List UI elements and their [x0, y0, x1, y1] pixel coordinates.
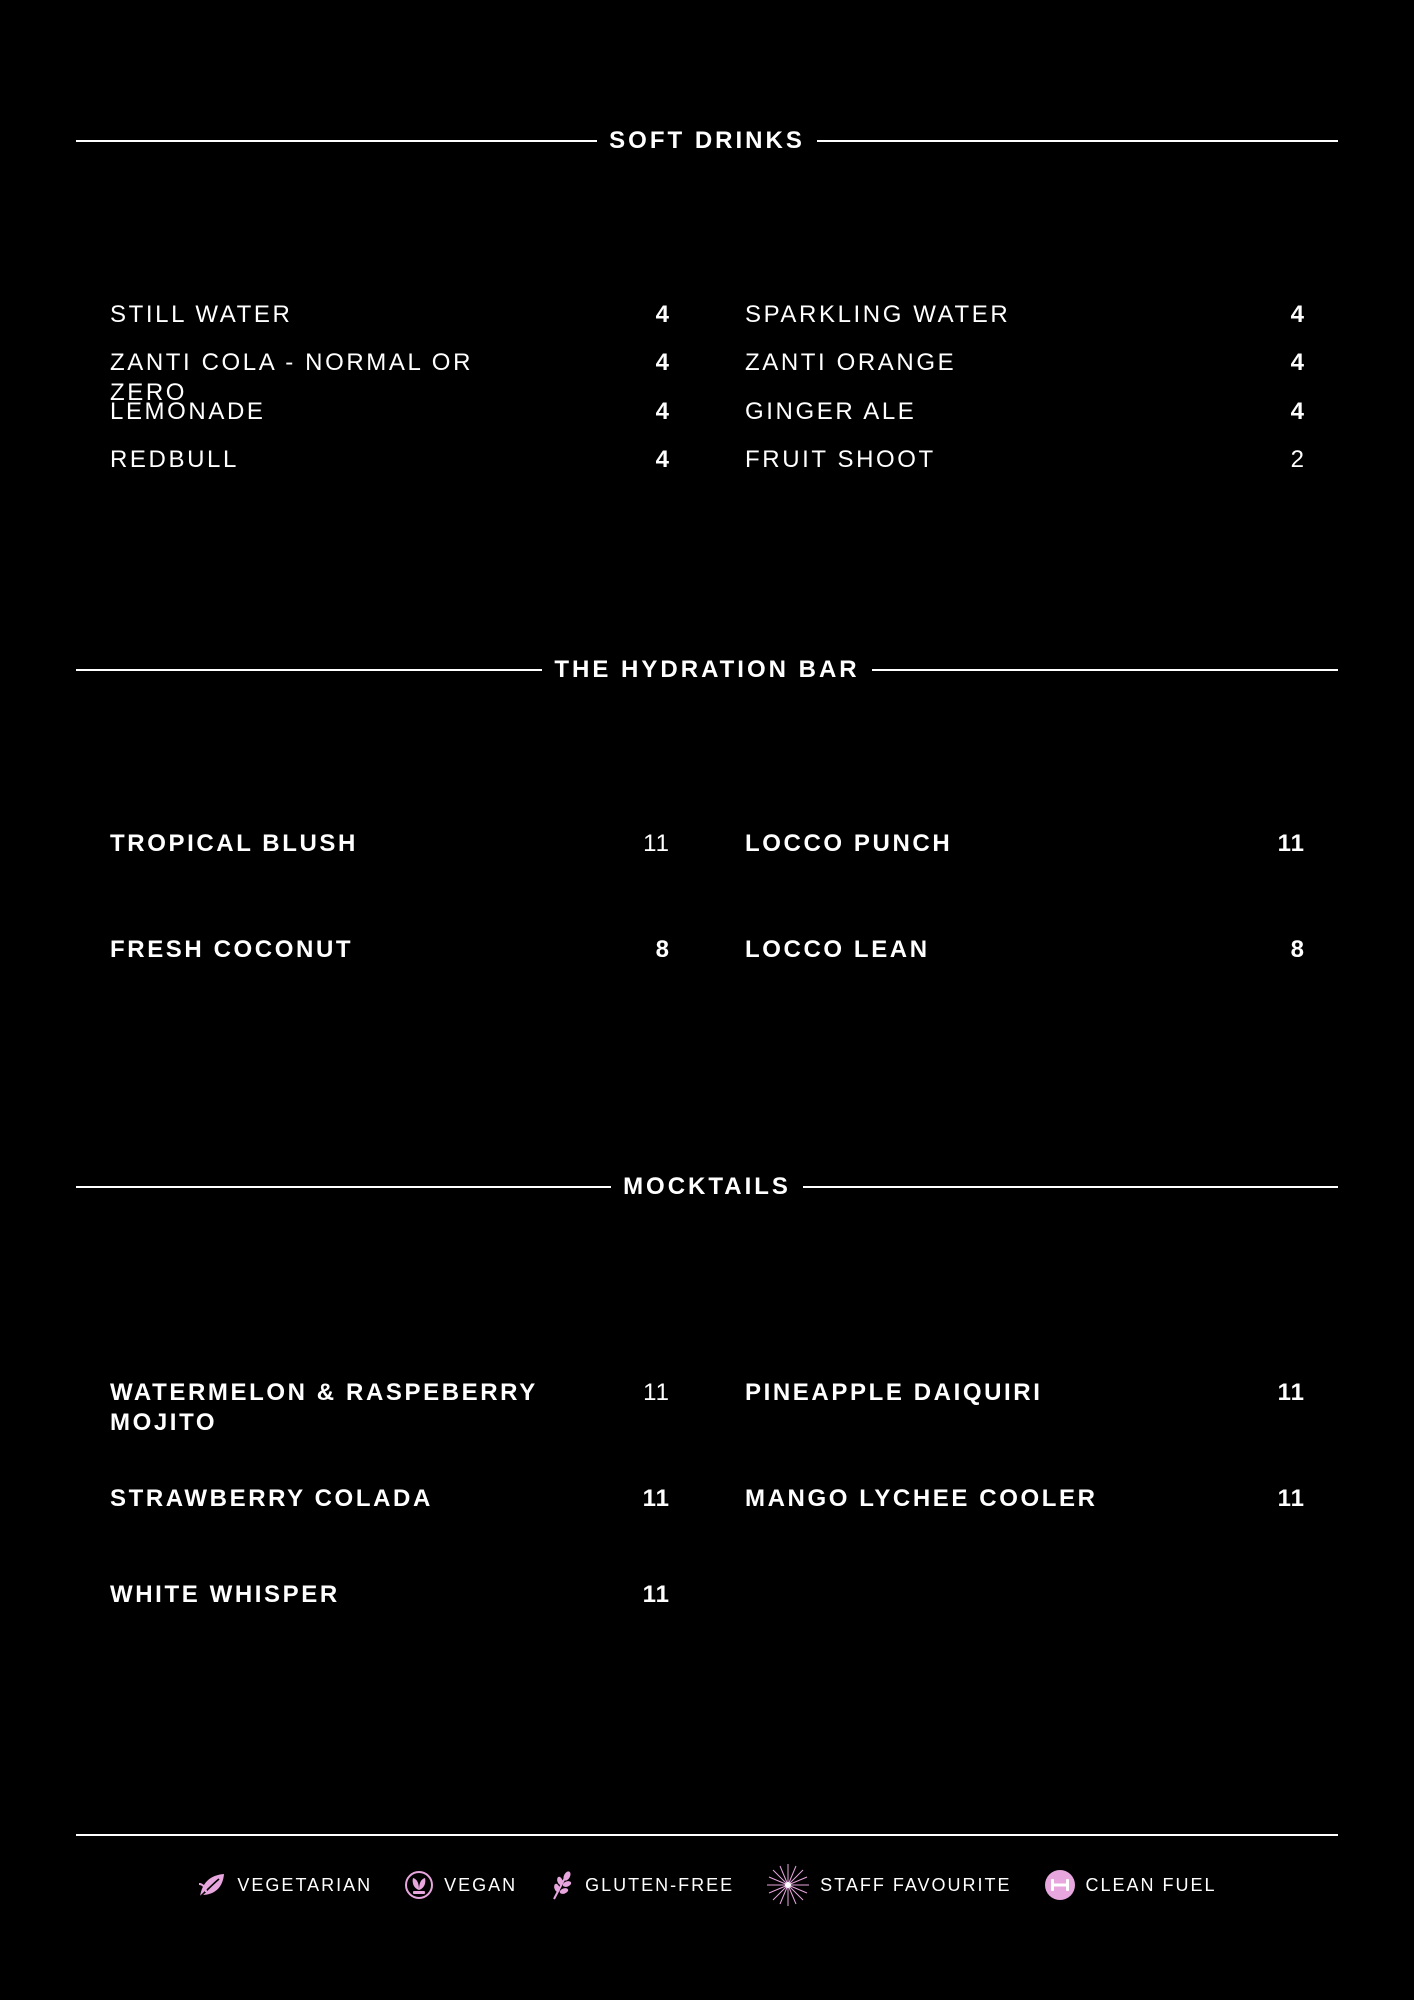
legend-label: CLEAN FUEL: [1085, 1874, 1217, 1895]
item-name: TROPICAL BLUSH: [110, 830, 358, 857]
dietary-legend: [0, 1863, 1414, 1907]
vegan-badge-icon: [404, 1870, 434, 1900]
menu-item: [745, 1378, 1305, 1408]
item-price: 11: [1277, 1485, 1305, 1512]
footer-divider: [76, 1834, 1338, 1836]
menu-item: [110, 1378, 670, 1438]
menu-item: [745, 348, 1305, 378]
item-price: 11: [1277, 830, 1305, 857]
item-price: 11: [643, 1379, 670, 1406]
item-name: FRUIT SHOOT: [745, 446, 936, 473]
menu-item: [110, 1580, 670, 1610]
divider: [76, 669, 542, 671]
item-name: PINEAPPLE DAIQUIRI: [745, 1379, 1043, 1406]
menu-item: [110, 1484, 670, 1514]
section-title: MOCKTAILS: [623, 1173, 791, 1200]
menu-item: [110, 397, 670, 427]
menu-item: [745, 829, 1305, 859]
item-name: SPARKLING WATER: [745, 301, 1011, 328]
menu-item: [745, 1484, 1305, 1514]
item-name: REDBULL: [110, 446, 239, 473]
item-price: 11: [643, 830, 670, 857]
item-name: ZANTI ORANGE: [745, 349, 957, 376]
leaf-icon: [197, 1870, 227, 1900]
item-price: 4: [1290, 301, 1305, 328]
item-price: 11: [1277, 1379, 1305, 1406]
item-price: 8: [655, 936, 670, 963]
section-header-hydration-bar: [76, 655, 1338, 685]
legend-item-staff-favourite: [766, 1863, 1011, 1907]
menu-item: [745, 397, 1305, 427]
item-price: 4: [655, 398, 670, 425]
item-price: 11: [642, 1485, 670, 1512]
menu-item: [745, 935, 1305, 965]
menu-item: [110, 445, 670, 475]
legend-item-vegan: [404, 1870, 517, 1900]
legend-label: VEGAN: [444, 1874, 518, 1895]
item-name: WATERMELON & RASPEBERRY MOJITO: [110, 1379, 538, 1436]
menu-item: [745, 300, 1305, 330]
item-price: 8: [1290, 936, 1305, 963]
legend-label: GLUTEN-FREE: [585, 1874, 735, 1895]
sparkle-icon: [766, 1863, 810, 1907]
menu-item: [110, 300, 670, 330]
item-name: STRAWBERRY COLADA: [110, 1485, 433, 1512]
menu-item: [745, 445, 1305, 475]
section-header-mocktails: [76, 1172, 1338, 1202]
divider: [76, 140, 597, 142]
item-name: GINGER ALE: [745, 398, 917, 425]
legend-item-clean-fuel: [1044, 1869, 1217, 1901]
item-price: 2: [1290, 446, 1305, 473]
item-price: 11: [642, 1581, 670, 1608]
item-name: LOCCO PUNCH: [745, 830, 953, 857]
item-name: WHITE WHISPER: [110, 1581, 340, 1608]
divider: [872, 669, 1338, 671]
item-name: STILL WATER: [110, 301, 293, 328]
item-price: 4: [655, 349, 670, 376]
item-name: FRESH COCONUT: [110, 936, 354, 963]
item-price: 4: [1290, 398, 1305, 425]
section-header-soft-drinks: [76, 126, 1338, 156]
legend-item-vegetarian: [197, 1870, 372, 1900]
item-price: 4: [1290, 349, 1305, 376]
item-name: ZANTI COLA - NORMAL OR ZERO: [110, 349, 474, 406]
section-title: THE HYDRATION BAR: [554, 656, 860, 683]
menu-item: [110, 829, 670, 859]
item-price: 4: [655, 446, 670, 473]
divider: [76, 1186, 611, 1188]
dumbbell-icon: [1044, 1869, 1076, 1901]
item-name: LEMONADE: [110, 398, 266, 425]
menu-item: [110, 935, 670, 965]
divider: [803, 1186, 1338, 1188]
item-name: MANGO LYCHEE COOLER: [745, 1485, 1098, 1512]
item-name: LOCCO LEAN: [745, 936, 930, 963]
legend-item-gluten-free: [549, 1870, 734, 1900]
wheat-icon: [549, 1870, 575, 1900]
divider: [817, 140, 1338, 142]
legend-label: VEGETARIAN: [237, 1874, 373, 1895]
legend-label: STAFF FAVOURITE: [820, 1874, 1012, 1895]
item-price: 4: [655, 301, 670, 328]
section-title: SOFT DRINKS: [609, 127, 805, 154]
